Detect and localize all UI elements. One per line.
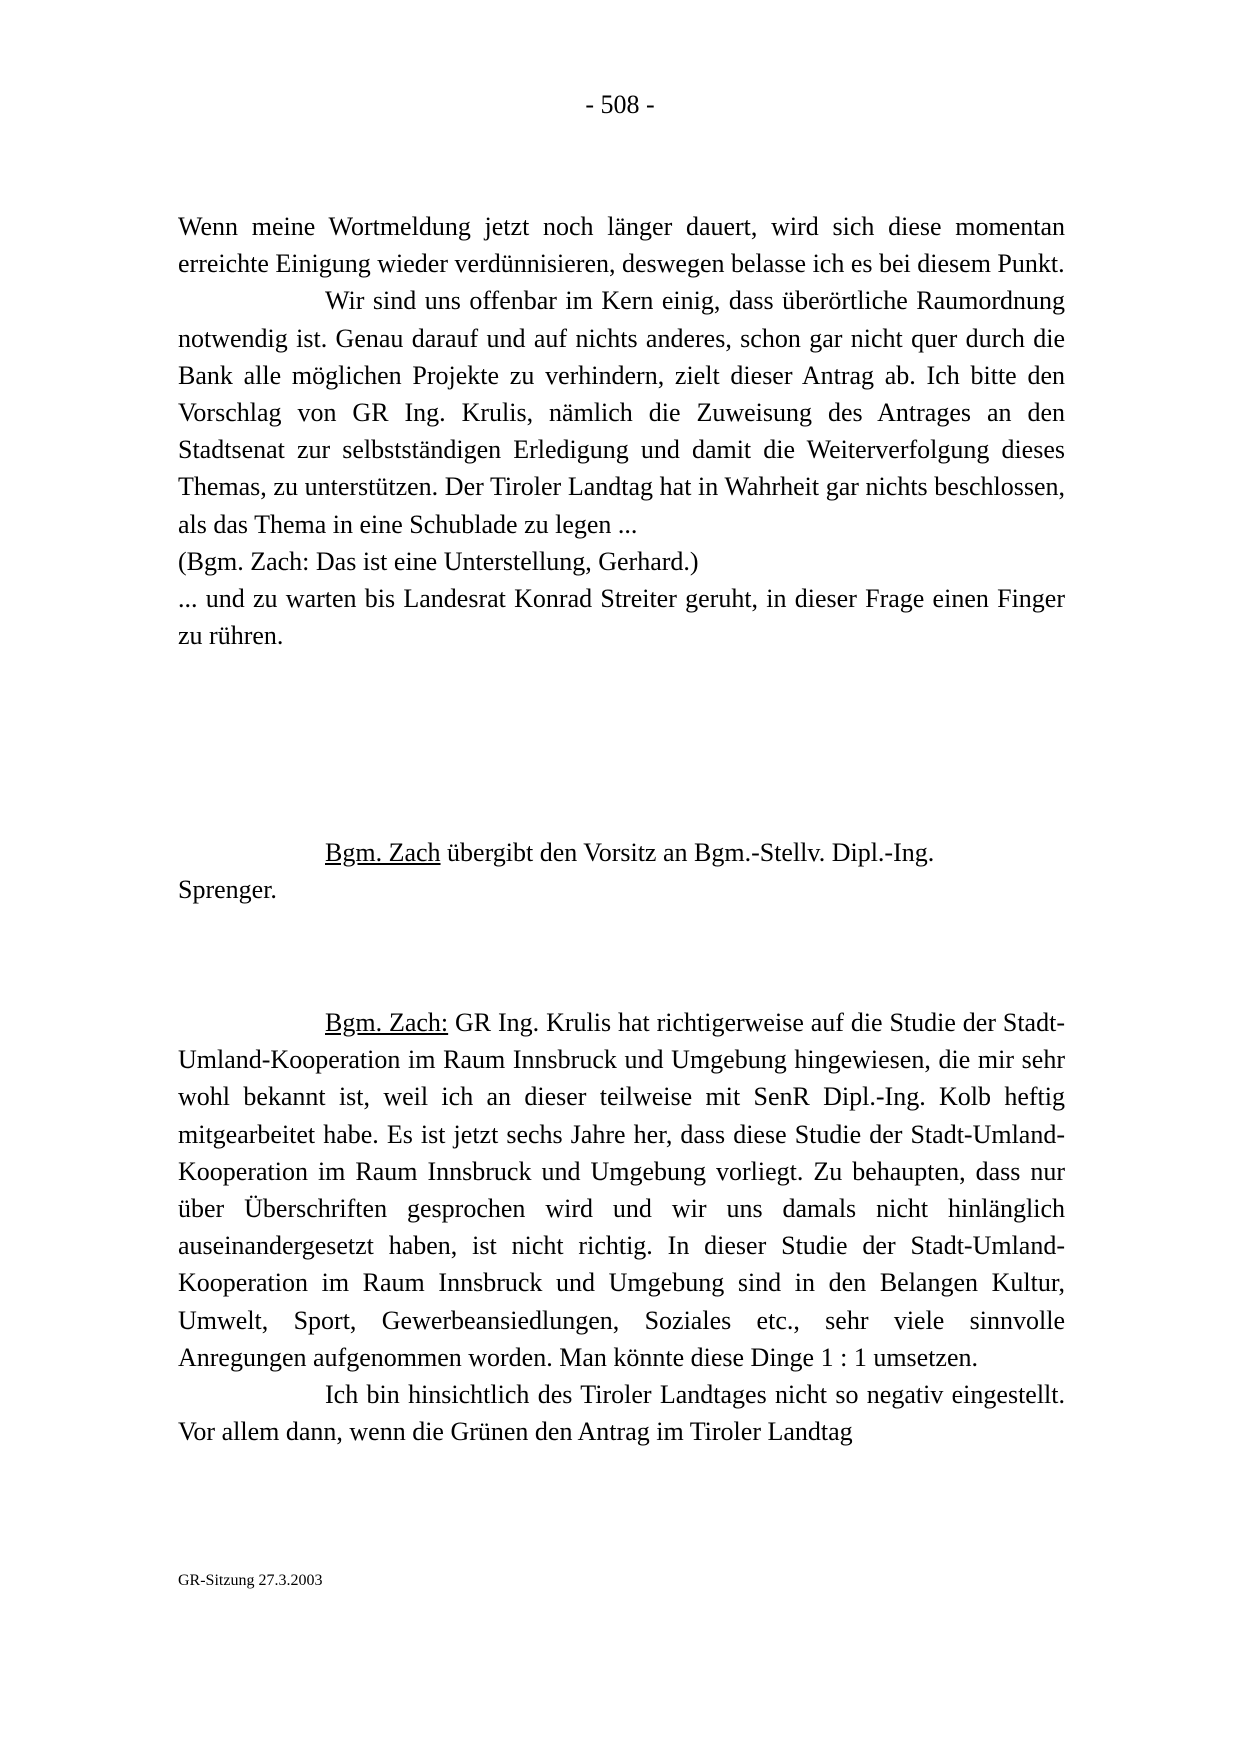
paragraph: Wir sind uns offenbar im Kern einig, dass überörtliche Raumordnung notwendig ist. Genau darauf und auf nichts anderes, schon gar nicht quer durch die Bank alle möglichen Projekte zu verhindern, zielt dieser Antrag ab. Ich bitte den Vorschlag von GR Ing. Krulis, nämlich die Zuweisung des Antrages an den Stadtsenat zur selbstständigen Erledigung und damit die Weiterverfolgung dieses Themas, zu unterstützen. Der Tiroler Landtag hat in Wahrheit gar nichts beschlossen, als das Thema in eine Schublade zu legen ... [178,286,1065,539]
interjection: (Bgm. Zach: Das ist eine Unterstellung, Gerhard.) [178,546,699,576]
page-number: - 508 - [585,90,655,119]
note-text: übergibt den Vorsitz an Bgm.-Stellv. Dipl.-Ing. Sprenger. [178,838,935,905]
speaker-name: Bgm. Zach: [325,1008,449,1037]
speech-block-1 [178,208,1065,654]
footer-session-date: GR-Sitzung 27.3.2003 [178,1572,323,1589]
speech-block-2 [178,1004,1065,1450]
paragraph: GR Ing. Krulis hat richtigerweise auf die Studie der Stadt-Umland-Kooperation im Raum Innsbruck und Umgebung hingewiesen, die mir sehr wohl bekannt ist, weil ich an dieser teilweise mit SenR Dipl.-Ing. Kolb heftig mitgearbeitet habe. Es ist jetzt sechs Jahre her, dass diese Studie der Stadt-Umland-Kooperation im Raum Innsbruck und Umgebung vorliegt. Zu behaupten, dass nur über Überschriften gesprochen wird und wir uns damals nicht hinlänglich auseinandergesetzt haben, ist nicht richtig. In dieser Studie der Stadt-Umland-Kooperation im Raum Innsbruck und Umgebung sind in den Belangen Kultur, Umwelt, Sport, Gewerbeansiedlungen, Soziales etc., sehr viele sinnvolle Anregungen aufgenommen worden. Man könnte diese Dinge 1 : 1 umsetzen. [178,1008,1065,1372]
paragraph: Wenn meine Wortmeldung jetzt noch länger dauert, wird sich diese momentan erreichte Einigung wieder verdünnisieren, deswegen belasse ich es bei diesem Punkt. [178,212,1065,279]
paragraph: Ich bin hinsichtlich des Tiroler Landtages nicht so negativ eingestellt. Vor allem dann, wenn die Grünen den Antrag im Tiroler Landtag [178,1380,1065,1447]
paragraph: ... und zu warten bis Landesrat Konrad Streiter geruht, in dieser Frage einen Finger zu rühren. [178,584,1065,651]
speaker-name: Bgm. Zach [325,838,441,867]
chair-handover-note [178,834,978,908]
